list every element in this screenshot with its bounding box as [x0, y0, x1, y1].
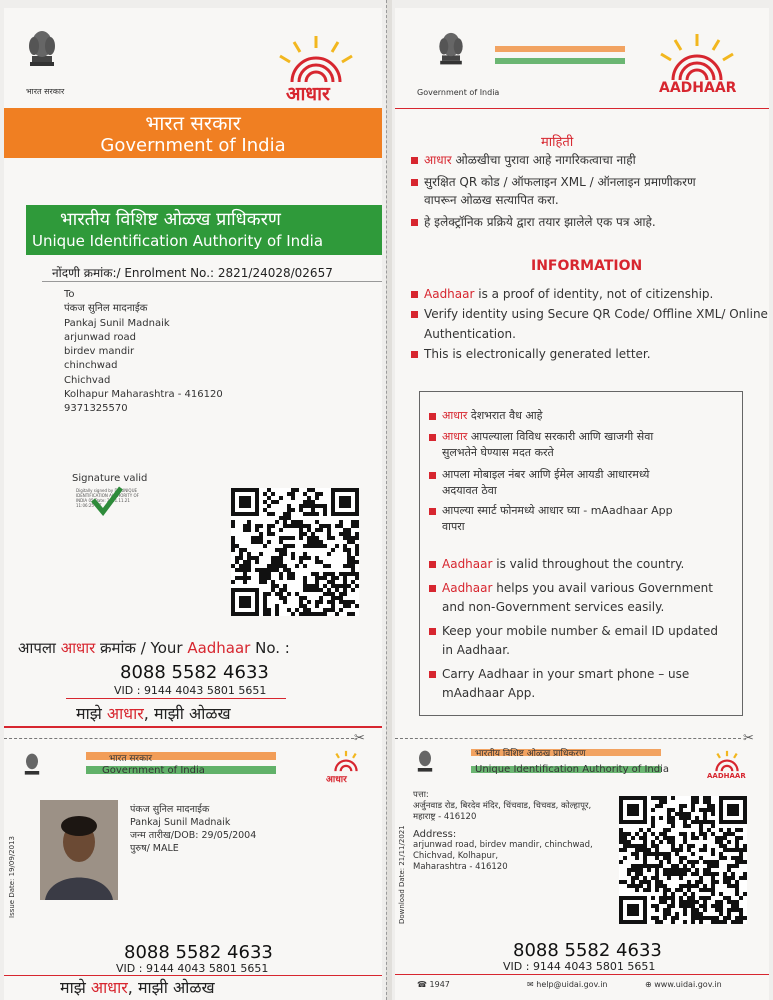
address-line: birdev mandir [64, 346, 135, 358]
card-uidai-hindi: भारतीय विशिष्ट ओळख प्राधिकरण [475, 749, 586, 759]
card-gender: पुरुष/ MALE [130, 843, 179, 854]
card-name-english: Pankaj Sunil Madnaik [130, 817, 231, 828]
qr-code [619, 796, 747, 924]
box-item-cont: in Aadhaar. [442, 643, 510, 657]
address-line: Chichvad [64, 374, 111, 386]
signature-detail: Digitally signed by DS UNIQUE IDENTIFICATION AUTHORITY OF INDIA 05 Date: 2021.11.21 11:06:25 IST [76, 488, 139, 508]
address-line: chinchwad [64, 360, 118, 372]
emblem-caption: भारत सरकार [26, 87, 65, 96]
emblem-caption: Government of India [417, 88, 500, 97]
card-vid: VID : 9144 4043 5801 5651 [503, 960, 656, 973]
national-emblem-icon [433, 28, 469, 72]
email-icon: ✉ [527, 980, 534, 989]
scissors-icon: ✂ [743, 731, 754, 746]
aadhaar-logo-text: AADHAAR [659, 80, 737, 96]
address-hindi-line: अर्जुनवाड रोड, बिरदेव मंदिर, चिंचवाड, चिचवड, कोल्हापूर, [413, 801, 592, 811]
uidai-band [26, 205, 382, 255]
fold-line [386, 0, 392, 1000]
box-marathi-item-cont: वापरा [442, 520, 465, 533]
card-address [413, 790, 613, 873]
info-marathi-title: माहिती [541, 135, 574, 150]
address-line: To [64, 289, 75, 300]
info-item: Aadhaar is a proof of identity, not of citizenship. [411, 286, 713, 303]
left-panel [4, 8, 382, 1000]
box-item: Carry Aadhaar in your smart phone – use [429, 666, 689, 683]
info-marathi-item: हे इलेक्ट्रॉनिक प्रक्रिये द्वारा तयार झालेले एक पत्र आहे. [411, 214, 656, 231]
info-marathi-item: आधार ओळखीचा पुरावा आहे नागरिकत्वाचा नाही [411, 152, 636, 169]
right-panel [395, 8, 769, 1000]
divider [42, 281, 382, 282]
information-title: INFORMATION [531, 258, 643, 274]
box-item: Aadhaar helps you avail various Government [429, 580, 713, 597]
cut-line [4, 738, 354, 739]
aadhaar-logo: आधार [326, 750, 366, 785]
national-emblem-icon [22, 26, 62, 74]
government-band [4, 108, 382, 158]
address-line: Chichvad, Kolhapur, [413, 851, 499, 861]
divider [66, 698, 286, 699]
box-marathi-item: आधार देशभरात वैध आहे [429, 407, 543, 424]
green-strip [495, 58, 625, 64]
your-aadhaar-label: आपला आधार क्रमांक / Your Aadhaar No. : [18, 639, 290, 657]
scissors-icon: ✂ [354, 731, 365, 746]
address-hindi-line: महाराष्ट्र - 416120 [413, 812, 477, 822]
aadhaar-logo-text: आधार [286, 83, 330, 105]
box-marathi-item: आपल्या स्मार्ट फोनमध्ये आधार घ्या - mAadhaar App [429, 502, 673, 519]
aadhaar-fingerprint-sun-icon [272, 34, 360, 84]
aadhaar-logo: AADHAAR [707, 750, 757, 780]
aadhaar-fingerprint-sun-icon [707, 750, 747, 772]
box-item: Aadhaar is valid throughout the country. [429, 556, 684, 573]
orange-strip [495, 46, 625, 52]
box-marathi-item: आधार आपल्याला विविध सरकारी आणि खाजगी सेवा [429, 428, 653, 445]
box-marathi-item-cont: सुलभतेने घेण्यास मदत करते [442, 446, 554, 459]
address-block [64, 288, 223, 417]
card-uidai-english: Unique Identification Authority of India [475, 764, 670, 775]
tagline: माझे आधार, माझी ओळख [76, 704, 231, 723]
info-item-cont: Authentication. [424, 327, 516, 341]
info-item: This is electronically generated letter. [411, 346, 651, 363]
cut-line [395, 738, 741, 739]
box-item: Keep your mobile number & email ID updated [429, 623, 718, 640]
national-emblem-icon [413, 746, 437, 778]
national-emblem-icon [20, 750, 44, 780]
aadhaar-logo [653, 32, 753, 96]
globe-icon: ⊕ [645, 980, 652, 989]
aadhaar-logo [272, 34, 360, 104]
address-line: Pankaj Sunil Madnaik [64, 317, 170, 329]
card-tagline: माझे आधार, माझी ओळख [60, 978, 215, 997]
divider [4, 726, 382, 728]
box-item-cont: and non-Government services easily. [442, 600, 665, 614]
gov-english: Government of India [100, 135, 286, 156]
address-line: पंकज सुनिल मादनाईक [64, 303, 148, 315]
uidai-hindi: भारतीय विशिष्ट ओळख प्राधिकरण [60, 209, 281, 230]
signature-valid-label: Signature valid [72, 473, 148, 484]
download-date: Download Date: 21/11/2021 [398, 825, 406, 924]
info-marathi-item-cont: वापरून ओळख सत्यापित करा. [424, 193, 559, 207]
qr-code [231, 488, 359, 616]
address-line: Kolhapur Maharashtra - 416120 [64, 389, 223, 401]
card-aadhaar-number: 8088 5582 4633 [124, 942, 273, 963]
address-line: arjunwad road, birdev mandir, chinchwad, [413, 840, 593, 850]
issue-date: Issue Date: 19/09/2013 [8, 836, 16, 918]
divider [395, 974, 769, 975]
address-line: 9371325570 [64, 403, 128, 415]
aadhaar-fingerprint-sun-icon [326, 750, 366, 772]
info-item: Verify identity using Secure QR Code/ Offline XML/ Online [411, 306, 768, 323]
address-label: Address: [413, 829, 457, 840]
card-name-hindi: पंकज सुनिल मादनाईक [130, 804, 210, 815]
card-dob: जन्म तारीख/DOB: 29/05/2004 [130, 830, 257, 841]
card-aadhaar-number: 8088 5582 4633 [513, 940, 662, 961]
box-marathi-item-cont: अदयावत ठेवा [442, 484, 497, 497]
card-details [130, 803, 256, 855]
enrolment-number: नोंदणी क्रमांक:/ Enrolment No.: 2821/24028/02657 [52, 266, 333, 280]
gov-hindi: भारत सरकार [145, 111, 241, 135]
box-item-cont: mAadhaar App. [442, 686, 536, 700]
footer-phone: ☎ 1947 [417, 980, 450, 989]
phone-icon: ☎ [417, 980, 427, 989]
aadhaar-fingerprint-sun-icon [653, 32, 741, 82]
address-line: Maharashtra - 416120 [413, 862, 508, 872]
card-gov-hindi: भारत सरकार [109, 754, 153, 764]
photo [40, 800, 118, 900]
divider [395, 108, 769, 109]
vid-number: VID : 9144 4043 5801 5651 [114, 684, 267, 697]
card-vid: VID : 9144 4043 5801 5651 [116, 962, 269, 975]
aadhaar-number: 8088 5582 4633 [120, 662, 269, 683]
address-line: arjunwad road [64, 331, 137, 343]
card-gov-english: Government of India [102, 765, 205, 776]
info-marathi-item: सुरक्षित QR कोड / ऑफलाइन XML / ऑनलाइन प्रमाणीकरण [411, 174, 696, 191]
footer-email: ✉ help@uidai.gov.in [527, 980, 608, 989]
box-marathi-item: आपला मोबाइल नंबर आणि ईमेल आयडी आधारमध्ये [429, 466, 649, 483]
checkmark-icon [90, 484, 124, 520]
address-label-hindi: पत्ता: [413, 790, 429, 800]
uidai-english: Unique Identification Authority of India [32, 232, 324, 250]
footer-website: ⊕ www.uidai.gov.in [645, 980, 722, 989]
